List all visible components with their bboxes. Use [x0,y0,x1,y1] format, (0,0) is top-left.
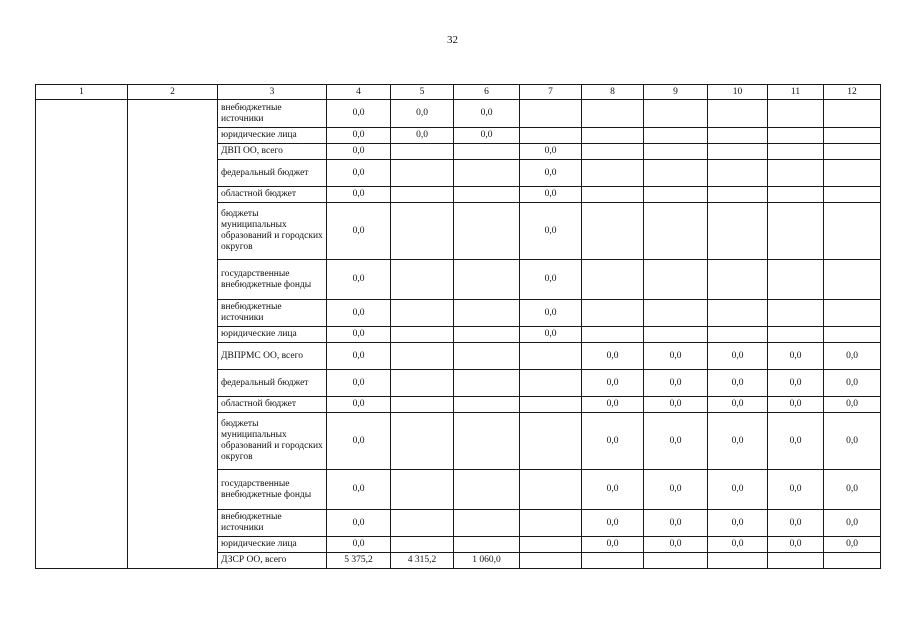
row-label: областной бюджет [218,397,327,413]
column-header: 7 [520,85,582,100]
value-cell [454,260,520,300]
row-label: федеральный бюджет [218,160,327,187]
value-cell: 0,0 [520,300,582,327]
value-cell: 0,0 [582,510,644,537]
value-cell [454,470,520,510]
column-header: 10 [708,85,768,100]
value-cell [520,397,582,413]
value-cell: 0,0 [644,370,708,397]
value-cell: 0,0 [644,537,708,553]
value-cell [582,300,644,327]
value-cell [708,100,768,128]
value-cell [824,160,881,187]
value-cell [391,260,454,300]
row-label: государственные внебюджетные фонды [218,470,327,510]
value-cell: 1 060,0 [454,553,520,569]
value-cell [824,327,881,343]
value-cell [644,128,708,144]
column-header: 1 [36,85,128,100]
value-cell [520,370,582,397]
value-cell: 0,0 [327,203,391,260]
column-header: 5 [391,85,454,100]
table-header-row [36,85,881,100]
value-cell [391,370,454,397]
value-cell [454,397,520,413]
value-cell [768,187,824,203]
value-cell [824,187,881,203]
row-label: внебюджетные источники [218,100,327,128]
value-cell: 0,0 [708,397,768,413]
value-cell [391,160,454,187]
value-cell: 0,0 [824,397,881,413]
value-cell [768,144,824,160]
value-cell: 0,0 [768,537,824,553]
value-cell [454,160,520,187]
value-cell: 0,0 [327,537,391,553]
value-cell [391,300,454,327]
value-cell [824,203,881,260]
value-cell: 0,0 [454,100,520,128]
value-cell: 0,0 [644,397,708,413]
value-cell [582,260,644,300]
value-cell: 0,0 [327,327,391,343]
value-cell [644,260,708,300]
value-cell: 5 375,2 [327,553,391,569]
value-cell [454,343,520,370]
value-cell: 0,0 [391,100,454,128]
value-cell [454,510,520,537]
value-cell [768,100,824,128]
value-cell [644,160,708,187]
value-cell [708,187,768,203]
value-cell [708,553,768,569]
value-cell [768,160,824,187]
value-cell [582,160,644,187]
value-cell [768,203,824,260]
value-cell [520,413,582,470]
value-cell: 0,0 [327,370,391,397]
value-cell [644,144,708,160]
value-cell: 0,0 [582,370,644,397]
value-cell: 0,0 [644,510,708,537]
value-cell [582,128,644,144]
value-cell [644,327,708,343]
value-cell: 0,0 [327,100,391,128]
value-cell: 0,0 [644,470,708,510]
value-cell [582,144,644,160]
value-cell [824,144,881,160]
value-cell [644,203,708,260]
value-cell [520,537,582,553]
value-cell: 0,0 [768,510,824,537]
page-number: 32 [447,34,458,46]
value-cell [824,553,881,569]
row-label: внебюджетные источники [218,510,327,537]
value-cell: 0,0 [708,470,768,510]
value-cell [391,144,454,160]
value-cell: 0,0 [327,470,391,510]
value-cell: 0,0 [708,537,768,553]
value-cell: 4 315,2 [391,553,454,569]
row-label: юридические лица [218,327,327,343]
value-cell: 0,0 [520,144,582,160]
row-label: внебюджетные источники [218,300,327,327]
value-cell [582,553,644,569]
value-cell [708,300,768,327]
column-header: 11 [768,85,824,100]
value-cell: 0,0 [824,537,881,553]
value-cell: 0,0 [708,343,768,370]
value-cell: 0,0 [582,537,644,553]
value-cell [520,510,582,537]
value-cell [768,260,824,300]
value-cell [520,128,582,144]
value-cell: 0,0 [327,300,391,327]
value-cell [644,300,708,327]
value-cell: 0,0 [644,413,708,470]
column-1-cell [36,100,128,569]
row-label: юридические лица [218,537,327,553]
value-cell [391,203,454,260]
value-cell: 0,0 [644,343,708,370]
value-cell [391,327,454,343]
value-cell [391,510,454,537]
value-cell [520,553,582,569]
row-label: ДВП ОО, всего [218,144,327,160]
value-cell: 0,0 [327,187,391,203]
value-cell [454,537,520,553]
column-header: 6 [454,85,520,100]
value-cell: 0,0 [327,128,391,144]
value-cell: 0,0 [768,343,824,370]
value-cell [454,144,520,160]
value-cell: 0,0 [327,260,391,300]
value-cell [582,187,644,203]
value-cell: 0,0 [768,370,824,397]
value-cell: 0,0 [582,413,644,470]
value-cell: 0,0 [327,343,391,370]
value-cell: 0,0 [520,260,582,300]
value-cell [644,100,708,128]
value-cell: 0,0 [708,413,768,470]
column-header: 4 [327,85,391,100]
value-cell [454,370,520,397]
value-cell: 0,0 [768,397,824,413]
column-header: 2 [128,85,218,100]
value-cell [708,203,768,260]
value-cell [824,300,881,327]
value-cell [520,470,582,510]
column-2-cell [128,100,218,569]
value-cell [768,553,824,569]
row-label: юридические лица [218,128,327,144]
value-cell [768,327,824,343]
row-label: федеральный бюджет [218,370,327,397]
value-cell: 0,0 [520,187,582,203]
value-cell: 0,0 [824,343,881,370]
value-cell [582,203,644,260]
value-cell: 0,0 [708,510,768,537]
value-cell: 0,0 [708,370,768,397]
value-cell [454,300,520,327]
value-cell: 0,0 [768,470,824,510]
value-cell [824,100,881,128]
value-cell [582,100,644,128]
value-cell: 0,0 [454,128,520,144]
value-cell [708,128,768,144]
value-cell [520,343,582,370]
value-cell [824,260,881,300]
value-cell: 0,0 [520,160,582,187]
value-cell: 0,0 [582,470,644,510]
value-cell [708,144,768,160]
value-cell [391,397,454,413]
column-header: 12 [824,85,881,100]
value-cell: 0,0 [327,413,391,470]
value-cell [708,327,768,343]
value-cell [708,160,768,187]
value-cell: 0,0 [824,510,881,537]
value-cell [391,413,454,470]
value-cell: 0,0 [327,510,391,537]
value-cell [391,537,454,553]
column-header: 8 [582,85,644,100]
value-cell [824,128,881,144]
value-cell [708,260,768,300]
value-cell [391,343,454,370]
value-cell: 0,0 [520,327,582,343]
budget-table [35,84,881,569]
value-cell [768,300,824,327]
value-cell [644,187,708,203]
column-header: 3 [218,85,327,100]
value-cell: 0,0 [520,203,582,260]
row-label: областной бюджет [218,187,327,203]
value-cell [520,100,582,128]
value-cell: 0,0 [582,397,644,413]
row-label: бюджеты муниципальных образований и городских округов [218,413,327,470]
table-body [36,100,881,569]
row-label: ДВПРМС ОО, всего [218,343,327,370]
value-cell [454,187,520,203]
value-cell: 0,0 [824,470,881,510]
row-label: ДЗСР ОО, всего [218,553,327,569]
value-cell [582,327,644,343]
value-cell: 0,0 [327,160,391,187]
value-cell [454,413,520,470]
value-cell: 0,0 [582,343,644,370]
row-label: государственные внебюджетные фонды [218,260,327,300]
table-row [36,100,881,128]
value-cell [768,128,824,144]
value-cell: 0,0 [768,413,824,470]
value-cell [391,470,454,510]
column-header: 9 [644,85,708,100]
value-cell: 0,0 [327,397,391,413]
value-cell: 0,0 [327,144,391,160]
value-cell: 0,0 [824,413,881,470]
value-cell: 0,0 [391,128,454,144]
value-cell [391,187,454,203]
value-cell [454,327,520,343]
value-cell [644,553,708,569]
row-label: бюджеты муниципальных образований и городских округов [218,203,327,260]
value-cell [454,203,520,260]
value-cell: 0,0 [824,370,881,397]
